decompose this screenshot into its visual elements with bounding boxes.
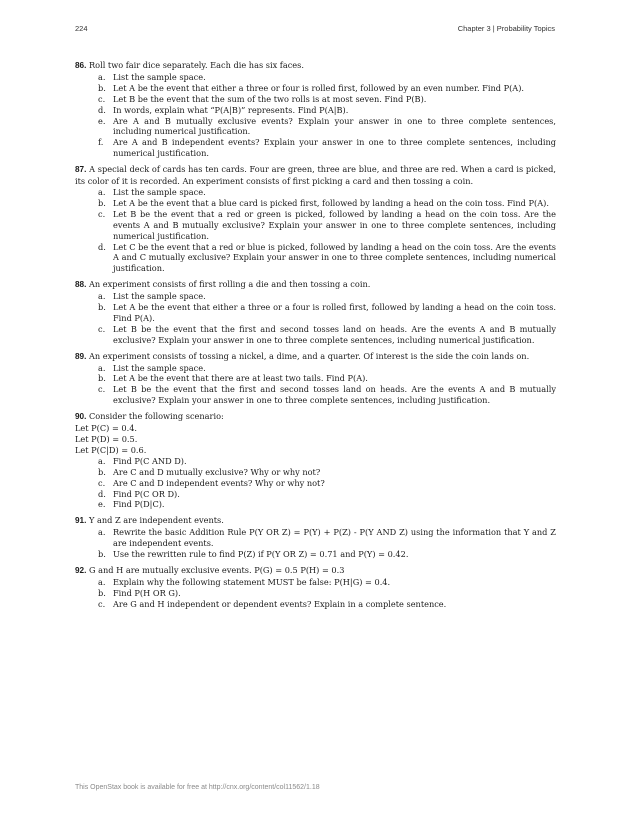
problem-stem: A special deck of cards has ten cards. Four are green, three are blue, and three are red. When a card is picked, its color of it is recorded. An experiment consists of first picking a card and then tossing a coin. — [75, 164, 557, 187]
page-content — [75, 60, 556, 615]
problem-stem: G and H are mutually exclusive events. P(G) = 0.5 P(H) = 0.3 — [89, 564, 345, 575]
parts-list — [75, 363, 556, 407]
part-c: c. Are C and D independent events? Why or why not? — [98, 477, 325, 488]
problem-86 — [75, 60, 556, 159]
part-text: Let B be the event that the first and second tosses land on heads. Are the events A and B mutually exclusive? Explain your answer in one to three complete sentences, including numerical justification. — [113, 323, 556, 345]
problem-number: 86. — [75, 61, 87, 70]
part-c: c. Let B be the event that the first and second tosses land on heads. Are the events A and B mutually exclusive? Explain your answer in one to three complete sentences, including justification. — [98, 384, 556, 406]
part-text: Find P(C AND D). — [113, 455, 187, 466]
part-text: Are A and B mutually exclusive events? Explain your answer in one to three complete sentences, including numerical justification. — [113, 115, 556, 137]
problem-90 — [75, 411, 556, 510]
part-b: b. Are C and D mutually exclusive? Why or why not? — [98, 466, 321, 477]
given-line: Let P(C|D) = 0.6. — [75, 444, 147, 455]
part-d: d. Find P(C OR D). — [98, 488, 180, 499]
part-text: Let A be the event that either a three or four is rolled first, followed by an even number. Find P(A). — [113, 82, 524, 93]
part-text: List the sample space. — [113, 291, 206, 302]
parts-list — [75, 527, 556, 560]
part-e: e. Are A and B mutually exclusive events? Explain your answer in one to three complete sentences, including numerical justification. — [98, 115, 556, 137]
problem-number: 90. — [75, 412, 87, 422]
parts-list — [75, 291, 556, 346]
part-text: Let A be the event that there are at least two tails. Find P(A). — [113, 373, 368, 384]
problem-92 — [75, 565, 556, 610]
part-e: e. Find P(D|C). — [98, 499, 165, 510]
part-text: Use the rewritten rule to find P(Z) if P(Y OR Z) = 0.71 and P(Y) = 0.42. — [113, 549, 409, 560]
part-b: b. Let A be the event that either a three or four is rolled first, followed by an even number. Find P(A). — [98, 82, 524, 93]
part-c: c. Let B be the event that the sum of the two rolls is at most seven. Find P(B). — [98, 93, 427, 104]
parts-list — [75, 72, 556, 159]
part-d: d. In words, explain what “P(A|B)” represents. Find P(A|B). — [98, 104, 349, 115]
part-c: c. Are G and H independent or dependent events? Explain in a complete sentence. — [98, 598, 447, 609]
given-line: Let P(D) = 0.5. — [75, 434, 138, 444]
part-text: In words, explain what “P(A|B)” represents. Find P(A|B). — [113, 104, 349, 115]
problem-number: 87. — [75, 165, 87, 175]
part-b: b. Let A be the event that a blue card is picked first, followed by landing a head on the coin toss. Find P(A). — [98, 197, 549, 208]
part-text: Let C be the event that a red or blue is picked, followed by landing a head on the coin toss. Are the events A and C mutually exclusive? Explain your answer in one to three complete sentences, including numerical justification. — [113, 241, 556, 274]
part-text: List the sample space. — [113, 362, 206, 373]
parts-list — [75, 577, 556, 610]
part-text: Let B be the event that a red or green is picked, followed by landing a head on the coin toss. Are the events A and B mutually exclusive? Explain your answer in one to three complete sentences, including numerical justification. — [113, 208, 556, 241]
part-text: List the sample space. — [113, 186, 206, 197]
part-a: a. List the sample space. — [98, 362, 206, 373]
part-d: d. Let C be the event that a red or blue is picked, followed by landing a head on the coin toss. Are the events A and C mutually exclusive? Explain your answer in one to three complete sentences, including numerical justification. — [98, 241, 556, 274]
part-text: Are C and D mutually exclusive? Why or why not? — [113, 466, 321, 477]
problem-87 — [75, 164, 556, 274]
part-b: b. Use the rewritten rule to find P(Z) if P(Y OR Z) = 0.71 and P(Y) = 0.42. — [98, 549, 409, 560]
part-text: Are A and B independent events? Explain your answer in one to three complete sentences, including numerical justification. — [113, 137, 556, 159]
part-a: a. List the sample space. — [98, 71, 206, 82]
parts-list — [75, 456, 556, 511]
part-c: c. Let B be the event that a red or green is picked, followed by landing a head on the coin toss. Are the events A and B mutually exclusive? Explain your answer in one to three complete sentences, including numerical justification. — [98, 208, 556, 241]
part-c: c. Let B be the event that the first and second tosses land on heads. Are the events A and B mutually exclusive? Explain your answer in one to three complete sentences, including numerical justification. — [98, 323, 556, 345]
problem-stem: An experiment consists of first rolling a die and then tossing a coin. — [89, 279, 371, 290]
parts-list — [75, 187, 556, 274]
part-f: f. Are A and B independent events? Explain your answer in one to three complete sentences, including numerical justification. — [98, 137, 556, 159]
part-text: Are C and D independent events? Why or why not? — [113, 477, 325, 488]
part-a: a. Rewrite the basic Addition Rule P(Y OR Z) = P(Y) + P(Z) - P(Y AND Z) using the information that Y and Z are independent events. — [98, 527, 556, 549]
problem-stem: Roll two fair dice separately. Each die has six faces. — [89, 60, 304, 70]
part-b: b. Let A be the event that there are at least two tails. Find P(A). — [98, 373, 368, 384]
problem-number: 91. — [75, 516, 87, 526]
part-a: a. Explain why the following statement MUST be false: P(H|G) = 0.4. — [98, 576, 391, 587]
part-text: Find P(D|C). — [113, 499, 165, 510]
problem-89 — [75, 351, 556, 407]
problem-stem: Y and Z are independent events. — [89, 515, 224, 526]
problem-number: 92. — [75, 565, 87, 575]
part-a: a. Find P(C AND D). — [98, 455, 187, 466]
part-text: Let A be the event that either a three or a four is rolled first, followed by landing a head on the coin toss. Find P(A). — [113, 302, 556, 323]
part-text: Let B be the event that the first and second tosses land on heads. Are the events A and B mutually exclusive? Explain your answer in one to three complete sentences, including justification. — [113, 384, 556, 406]
part-b: b. Find P(H OR G). — [98, 587, 181, 598]
problem-number: 89. — [75, 351, 87, 361]
problem-91 — [75, 515, 556, 560]
problem-number: 88. — [75, 280, 87, 290]
problem-stem: Consider the following scenario: — [89, 411, 224, 422]
part-a: a. List the sample space. — [98, 291, 206, 302]
part-a: a. List the sample space. — [98, 186, 206, 197]
page-header — [75, 24, 555, 36]
part-b: b. Let A be the event that either a three or a four is rolled first, followed by landing a head on the coin toss. Find P(A). — [98, 302, 556, 323]
part-text: Find P(H OR G). — [113, 587, 181, 598]
page-footer: This OpenStax book is available for free at http://cnx.org/content/col11562/1.18 — [75, 784, 320, 791]
part-text: Find P(C OR D). — [113, 488, 180, 499]
part-text: Let B be the event that the sum of the two rolls is at most seven. Find P(B). — [113, 93, 427, 104]
given-line: Let P(C) = 0.4. — [75, 423, 138, 434]
part-text: Let A be the event that a blue card is picked first, followed by landing a head on the coin toss. Find P(A). — [113, 197, 549, 208]
page-number: 224 — [75, 24, 88, 33]
part-text: Are G and H independent or dependent events? Explain in a complete sentence. — [113, 598, 447, 609]
problem-88 — [75, 279, 556, 345]
part-text: Explain why the following statement MUST be false: P(H|G) = 0.4. — [113, 576, 391, 587]
chapter-title: Chapter 3 | Probability Topics — [457, 24, 555, 33]
problem-stem: An experiment consists of tossing a nickel, a dime, and a quarter. Of interest is the side the coin lands on. — [89, 350, 530, 361]
part-text: Rewrite the basic Addition Rule P(Y OR Z) = P(Y) + P(Z) - P(Y AND Z) using the information that Y and Z are independent events. — [113, 527, 556, 549]
part-text: List the sample space. — [113, 71, 206, 82]
